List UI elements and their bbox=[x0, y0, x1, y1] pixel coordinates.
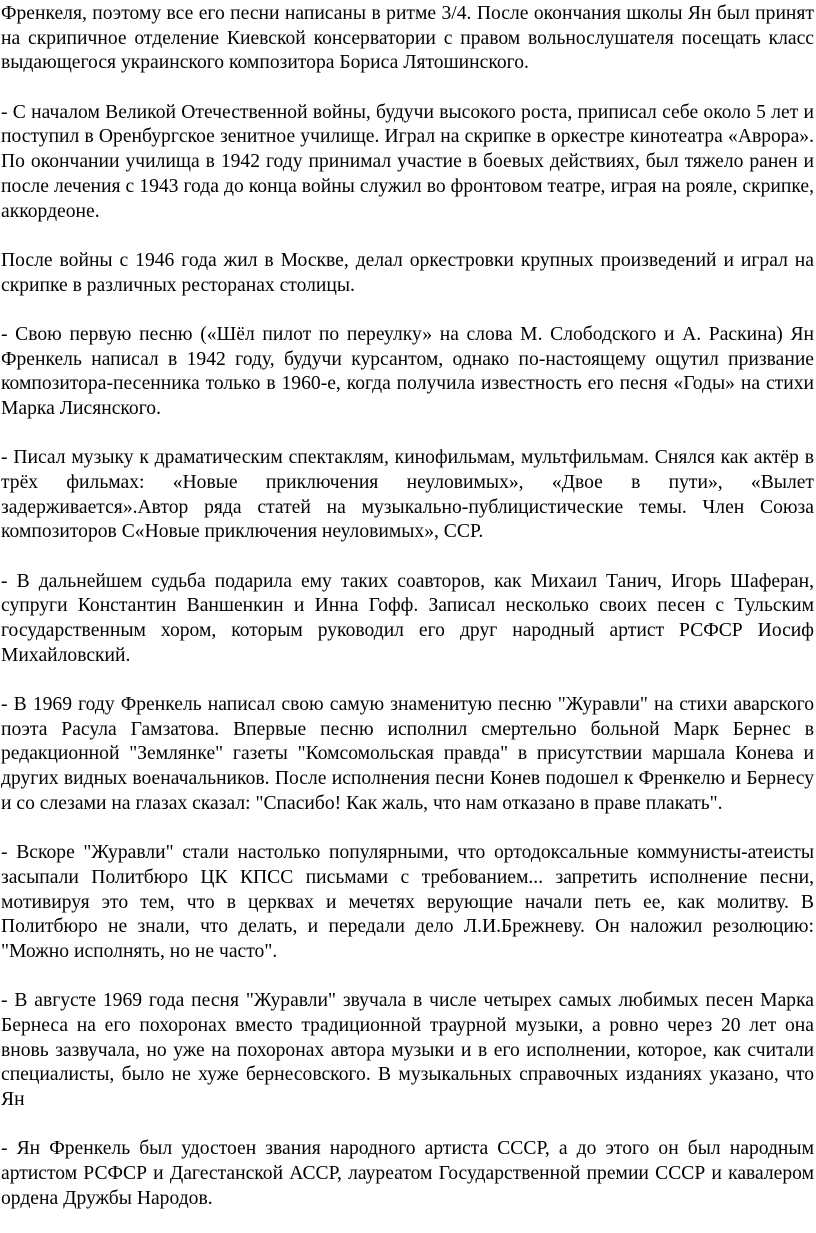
paragraph-honors: - Ян Френкель был удостоен звания народного артиста СССР, а до этого он был народным артистом РСФСР и Дагестанской АССР, лауреатом Государственной премии СССР и кавалером ордена Дружбы Народов. bbox=[1, 1138, 814, 1209]
paragraph-frenkel-education: Френкеля, поэтому все его песни написаны в ритме 3/4. После окончания школы Ян был принят на скрипичное отделение Киевской консерватории с правом вольнослушателя посещать класс выдающегося украинского композитора Бориса Лятошинского. bbox=[1, 3, 814, 74]
paragraph-first-song: - Свою первую песню («Шёл пилот по переулку» на слова М. Слободского и А. Раскина) Ян Френкель написал в 1942 году, будучи курсантом, однако по-настоящему ощутил призвание композитора-песенника только в 1960-е, когда получила известность его песня «Годы» на стихи Марка Лисянского. bbox=[1, 323, 814, 419]
paragraph-film-music: - Писал музыку к драматическим спектаклям, кинофильмам, мультфильмам. Снялся как актёр в трёх фильмах: «Новые приключения неуловимых», «Двое в пути», «Вылет задерживается».Автор ряда статей на музыкально-публицистические темы. Член Союза композиторов С«Новые приключения неуловимых», ССР. bbox=[1, 447, 814, 543]
paragraph-war-service: - С началом Великой Отечественной войны, будучи высокого роста, приписал себе около 5 лет и поступил в Оренбургское зенитное училище. Играл на скрипке в оркестре кинотеатра «Аврора». По окончании училища в 1942 году принимал участие в боевых действиях, был тяжело ранен и после лечения с 1943 года до конца войны служил во фронтовом театре, играя на рояле, скрипке, аккордеоне. bbox=[1, 101, 814, 222]
paragraph-postwar-moscow: После войны с 1946 года жил в Москве, делал оркестровки крупных произведений и играл на скрипке в различных ресторанах столицы. bbox=[1, 249, 814, 296]
paragraph-politburo: - Вскоре "Журавли" стали настолько популярными, что ортодоксальные коммунисты-атеисты засыпали Политбюро ЦК КПСС письмами с требованием... запретить исполнение песни, мотивируя это тем, что в церквах и мечетях верующие начали петь ее, как молитву. В Политбюро не знали, что делать, и передали дело Л.И.Брежневу. Он наложил резолюцию: "Можно исполнять, но не часто". bbox=[1, 842, 814, 962]
paragraph-bernes-funeral: - В августе 1969 года песня "Журавли" звучала в числе четырех самых любимых песен Марка Бернеса на его похоронах вместо традиционной траурной музыки, а ровно через 20 лет она вновь зазвучала, но уже на похоронах автора музыки и в его исполнении, которое, как считали специалисты, было не хуже бернесовского. В музыкальных справочных изданиях указано, что Ян bbox=[1, 990, 814, 1111]
paragraph-zhuravli-song: - В 1969 году Френкель написал свою самую знаменитую песню "Журавли" на стихи аварского поэта Расула Гамзатова. Впервые песню исполнил смертельно больной Марк Бернес в редакционной "Землянке" газеты "Комсомольская правда" в присутствии маршала Конева и других видных военачальников. После исполнения песни Конев подошел к Френкелю и Бернесу и со слезами на глазах сказал: "Спасибо! Как жаль, что нам отказано в праве плакать". bbox=[1, 694, 814, 814]
paragraph-coauthors: - В дальнейшем судьба подарила ему таких соавторов, как Михаил Танич, Игорь Шаферан, супруги Константин Ваншенкин и Инна Гофф. Записал несколько своих песен с Тульским государственным хором, которым руководил его друг народный артист РСФСР Иосиф Михайловский. bbox=[1, 570, 814, 666]
